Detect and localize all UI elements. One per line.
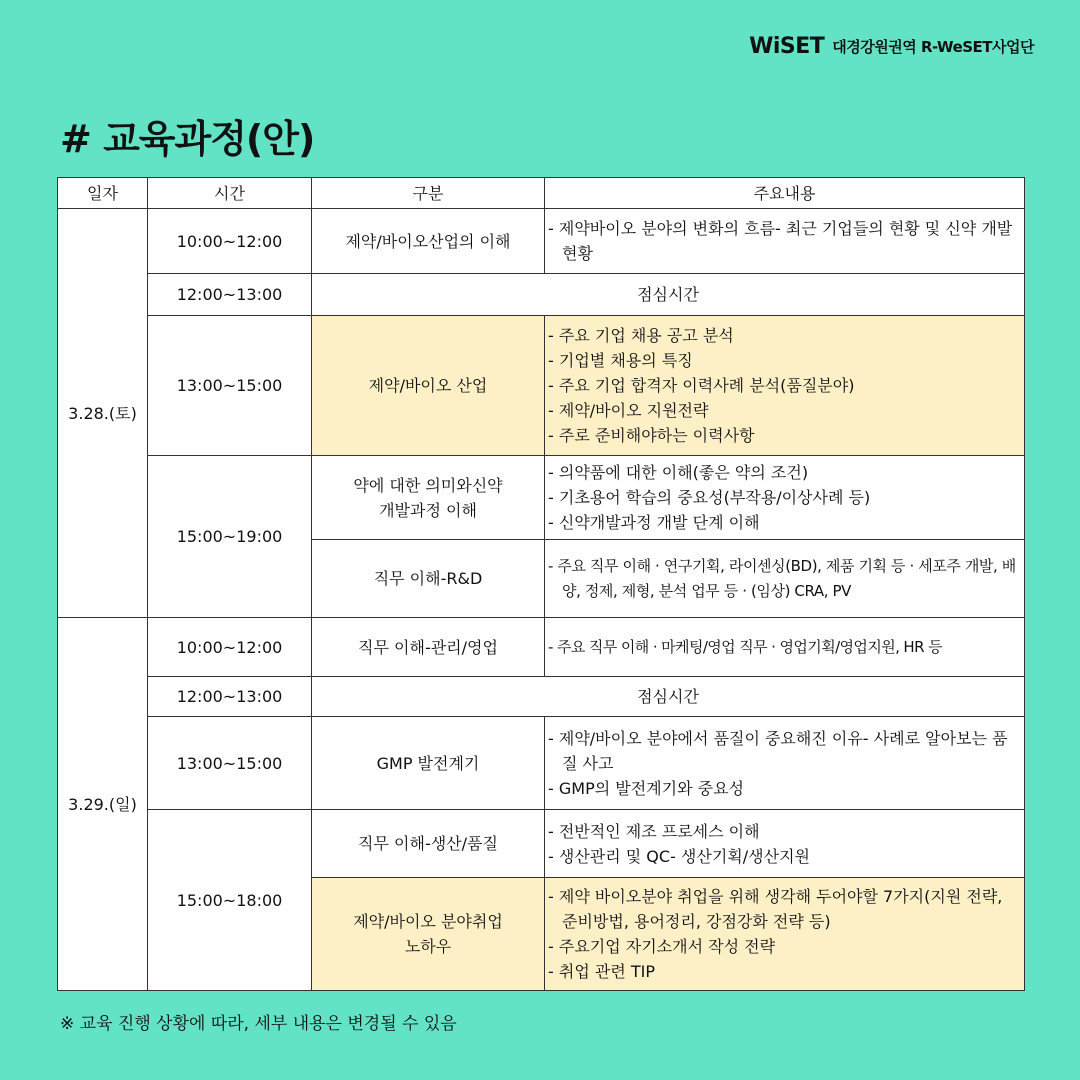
category-cell: 제약/바이오산업의 이해	[312, 209, 545, 274]
table-row	[58, 618, 1025, 677]
content-cell-highlighted	[545, 878, 1025, 991]
category-line: 노하우	[404, 937, 452, 956]
time-cell: 12:00~13:00	[148, 677, 312, 717]
category-cell: 직무 이해-관리/영업	[312, 618, 545, 677]
content-cell	[545, 717, 1025, 810]
time-cell: 12:00~13:00	[148, 274, 312, 316]
category-line: 제약/바이오 분야취업	[353, 912, 503, 931]
table-row	[58, 810, 1025, 878]
table-row	[58, 717, 1025, 810]
content-line: - 전반적인 제조 프로세스 이해	[548, 821, 760, 841]
content-cell	[545, 618, 1025, 677]
page-title: # 교육과정(안)	[60, 117, 315, 161]
time-cell: 15:00~18:00	[148, 810, 312, 991]
category-line: 개발과정 이해	[379, 500, 477, 520]
content-line: - 기업별 채용의 특징	[548, 351, 693, 370]
content-line: - 제약/바이오 분야에서 품질이 중요해진 이유- 사례로 알아보는 품질 사고	[548, 728, 1008, 773]
content-cell	[545, 810, 1025, 878]
content-cell	[545, 209, 1025, 274]
date-cell: 3.29.(일)	[58, 618, 148, 991]
category-cell	[312, 456, 545, 540]
category-cell-highlighted	[312, 878, 545, 991]
table-row	[58, 316, 1025, 456]
content-line: - 주요 기업 채용 공고 분석	[548, 326, 734, 345]
logo-mark: WiSET	[749, 34, 825, 59]
content-line: - 의약품에 대한 이해(좋은 약의 조건)	[548, 463, 809, 482]
content-line: - 제약바이오 분야의 변화의 흐름- 최근 기업들의 현황 및 신약 개발 현황	[548, 219, 1013, 263]
content-cell	[545, 540, 1025, 618]
content-line: - 주로 준비해야하는 이력사항	[548, 426, 755, 445]
content-line: - 주요 직무 이해 · 마케팅/영업 직무 · 영업기획/영업지원, HR 등	[548, 637, 942, 656]
content-line: - 주요기업 자기소개서 작성 전략	[548, 937, 776, 956]
category-cell-highlighted: 제약/바이오 산업	[312, 316, 545, 456]
table-row	[58, 274, 1025, 316]
content-line: - GMP의 발전계기와 중요성	[548, 778, 744, 798]
time-cell: 15:00~19:00	[148, 456, 312, 618]
table-row	[58, 677, 1025, 717]
time-cell: 13:00~15:00	[148, 717, 312, 810]
time-cell: 10:00~12:00	[148, 618, 312, 677]
col-header-category: 구분	[312, 178, 545, 209]
footnote: ※ 교육 진행 상황에 따라, 세부 내용은 변경될 수 있음	[60, 1014, 457, 1034]
wiset-logo	[749, 34, 1034, 59]
content-line: - 취업 관련 TIP	[548, 962, 655, 981]
date-cell: 3.28.(토)	[58, 209, 148, 618]
content-line: - 주요 기업 합격자 이력사례 분석(품질분야)	[548, 376, 855, 395]
content-line: - 기초용어 학습의 중요성(부작용/이상사례 등)	[548, 488, 871, 507]
col-header-time: 시간	[148, 178, 312, 209]
content-line: - 주요 직무 이해 · 연구기획, 라이센싱(BD), 제품 기획 등 · 세포주 개발, 배양, 정제, 제형, 분석 업무 등 · (임상) CRA, PV	[548, 556, 1016, 600]
table-row	[58, 209, 1025, 274]
time-cell: 13:00~15:00	[148, 316, 312, 456]
category-cell: 직무 이해-R&D	[312, 540, 545, 618]
content-line: - 제약 바이오분야 취업을 위해 생각해 두어야할 7가지(지원 전략, 준비방법, 용어정리, 강점강화 전략 등)	[548, 887, 1003, 931]
content-line: - 생산관리 및 QC- 생산기획/생산지원	[548, 846, 810, 866]
time-cell: 10:00~12:00	[148, 209, 312, 274]
category-cell: 직무 이해-생산/품질	[312, 810, 545, 878]
lunch-cell: 점심시간	[312, 677, 1025, 717]
schedule-table	[57, 177, 1025, 991]
logo-text: 대경강원권역 R-WeSET사업단	[832, 38, 1034, 56]
content-cell-highlighted	[545, 316, 1025, 456]
table-header-row	[58, 178, 1025, 209]
content-line: - 제약/바이오 지원전략	[548, 401, 709, 420]
category-cell: GMP 발전계기	[312, 717, 545, 810]
lunch-cell: 점심시간	[312, 274, 1025, 316]
content-cell	[545, 456, 1025, 540]
col-header-content: 주요내용	[545, 178, 1025, 209]
content-line: - 신약개발과정 개발 단계 이해	[548, 513, 760, 532]
table-row	[58, 456, 1025, 540]
category-line: 약에 대한 의미와신약	[353, 475, 503, 495]
col-header-date: 일자	[58, 178, 148, 209]
